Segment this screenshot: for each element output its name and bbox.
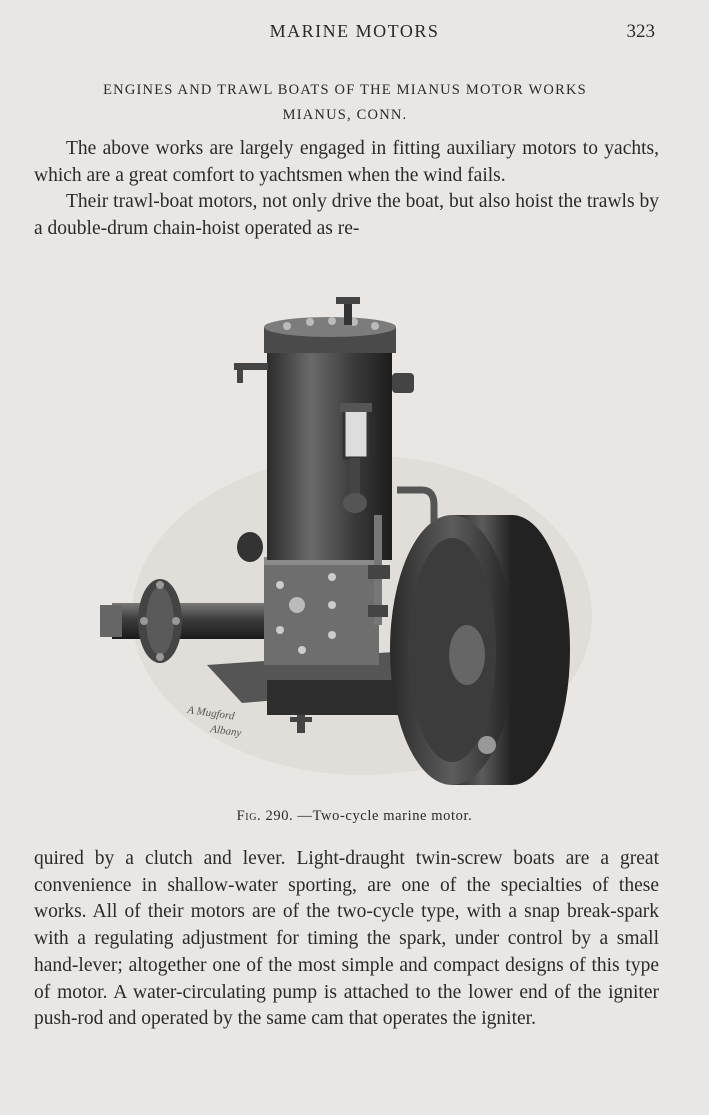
section-heading-line2: MIANUS, CONN. [282,107,408,123]
running-head [0,18,709,46]
artist-signature: A Mugford [186,704,236,723]
svg-text:Albany: Albany [209,723,243,740]
crank-case [264,557,379,665]
sight-feed-oiler [344,410,368,458]
engine-illustration [92,285,632,795]
cylinder [267,345,392,560]
flywheel-hub [449,625,485,685]
bottom-paragraph [34,846,659,1033]
shaft-end [100,605,122,637]
paragraph-2: Their trawl-boat motors, not only drive the boat, but also hoist the trawls by a double-drum chain-hoist operated as re- [34,191,659,240]
figure-caption-text: —Two-cycle marine motor. [297,808,473,824]
top-paragraphs [34,136,659,243]
top-valve [344,303,352,325]
section-heading-line1: ENGINES AND TRAWL BOATS OF THE MIANUS MOTOR WORKS [103,82,587,98]
paragraph-1: The above works are largely engaged in fitting auxiliary motors to yachts, which are a great comfort to yachtsmen when the wind fails. [34,138,659,186]
figure-caption [0,808,709,825]
coil-box [392,373,414,393]
page-number: 323 [626,21,655,42]
paragraph-3: quired by a clutch and lever. Light-draught twin-screw boats are a great convenience in shallow-water sporting, are one of the specialties of these works. All of their motors are of the two-cycle type, with a snap break-spark with a regulating adjustment for timing the spark, under control by a small hand-lever; altogether one of the most simple and compact designs of this type of motor. A water-circulating pump is attached to the lower end of the igniter push-rod and operated by the same cam that operates the igniter. [34,848,659,1030]
running-head-title: MARINE MOTORS [269,21,440,41]
oil-cup [237,532,263,562]
section-heading [30,78,660,128]
crank-case-lower [267,680,407,715]
figure-label: Fig. 290. [236,808,294,824]
